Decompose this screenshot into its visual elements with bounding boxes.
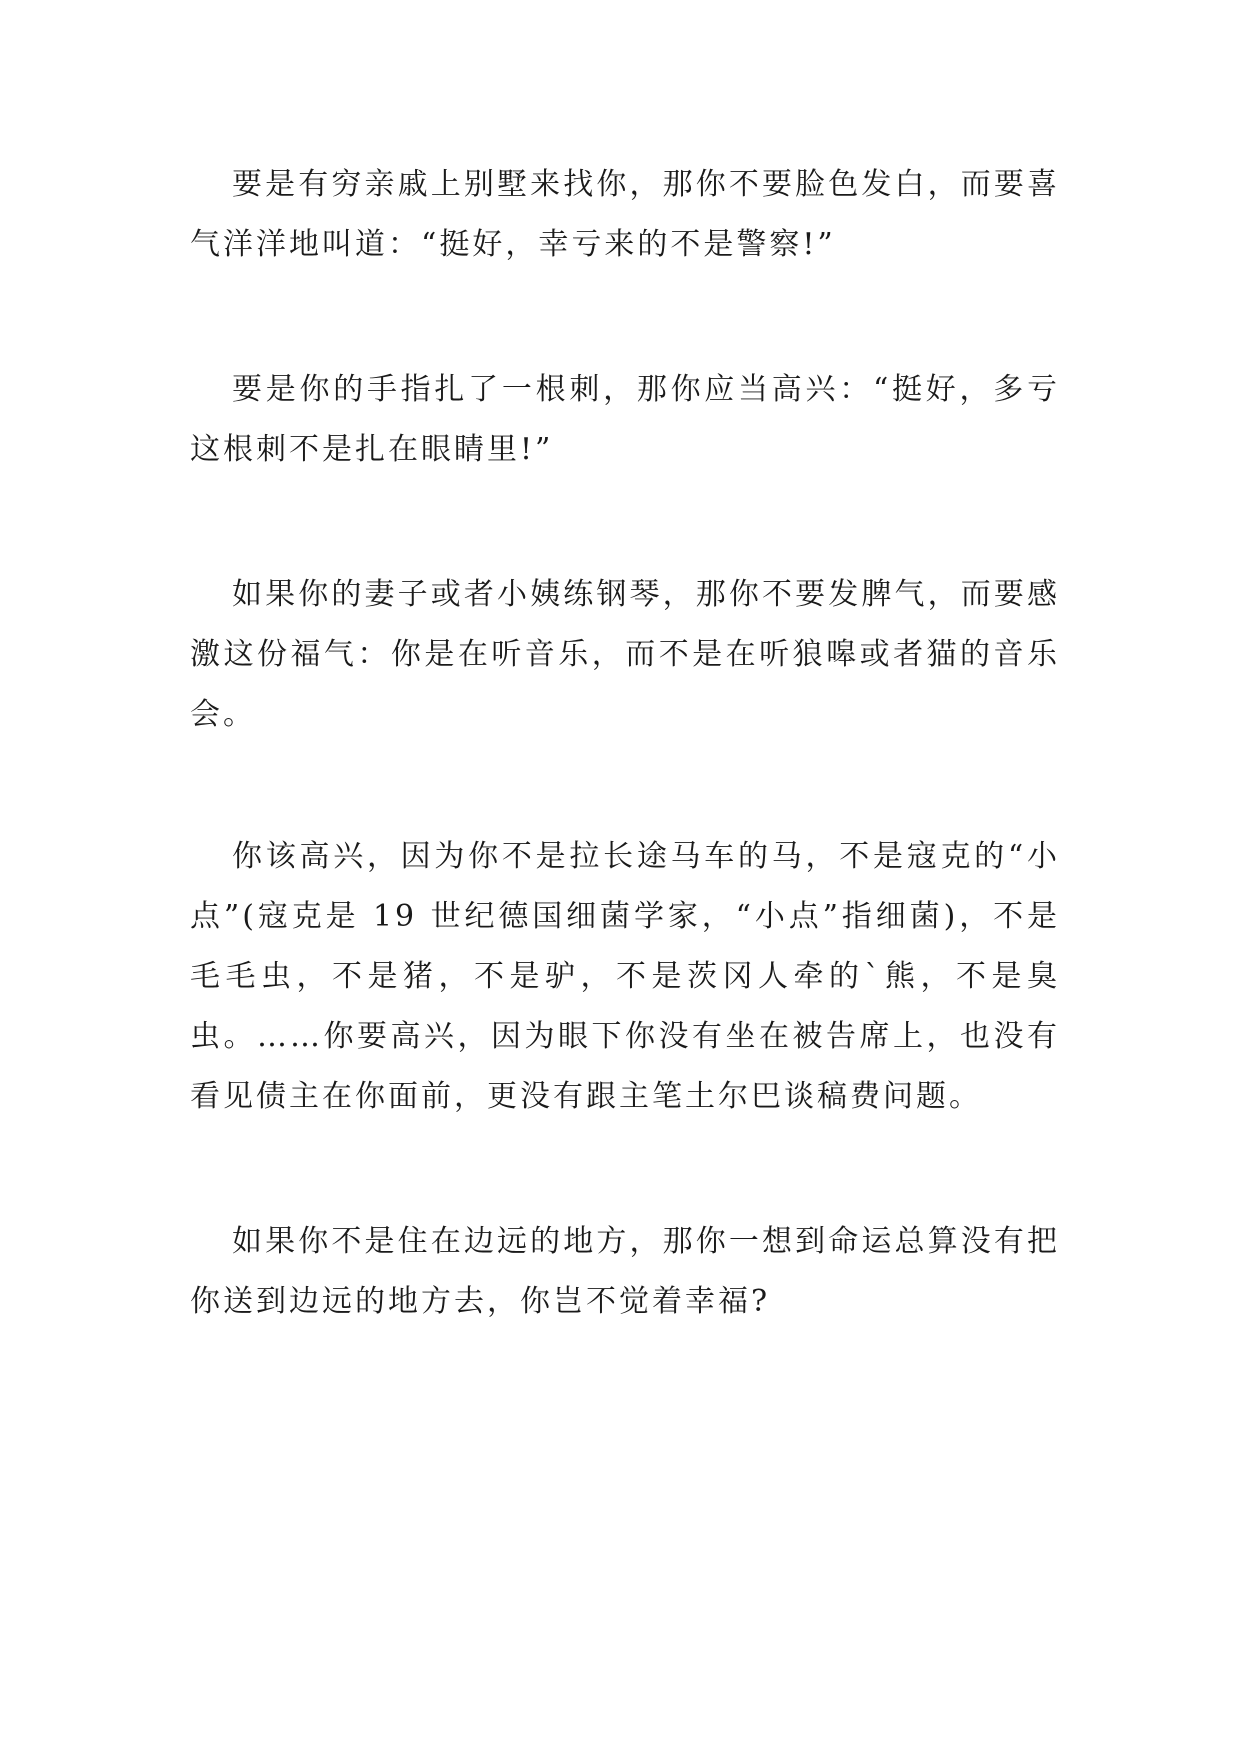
paragraph-3-line-2: 激这份福气：你是在听音乐，而不是在听狼嗥或者猫的音乐: [190, 637, 1060, 672]
paragraph-1-line-2: 气洋洋地叫道：“挺好，幸亏来的不是警察!”: [190, 227, 836, 262]
paragraph-2-line-2: 这根刺不是扎在眼睛里!”: [190, 432, 554, 467]
paragraph-3-line-1: 如果你的妻子或者小姨练钢琴，那你不要发脾气，而要感: [232, 577, 1060, 612]
paragraph-5-line-1: 如果你不是住在边远的地方，那你一想到命运总算没有把: [232, 1224, 1060, 1259]
paragraph-4-line-4: 虫。……你要高兴，因为眼下你没有坐在被告席上，也没有: [190, 1019, 1060, 1054]
paragraph-4-line-5: 看见债主在你面前，更没有跟主笔土尔巴谈稿费问题。: [190, 1079, 982, 1114]
paragraph-4-line-1: 你该高兴，因为你不是拉长途马车的马，不是寇克的“小: [232, 839, 1060, 874]
paragraph-2-line-1: 要是你的手指扎了一根刺，那你应当高兴：“挺好，多亏: [232, 372, 1060, 407]
paragraph-4-line-2: 点”(寇克是 19 世纪德国细菌学家，“小点”指细菌)，不是: [190, 899, 1060, 934]
paragraph-3-line-3: 会。: [190, 697, 256, 732]
paragraph-5-line-2: 你送到边远的地方去，你岂不觉着幸福?: [190, 1284, 771, 1319]
paragraph-1-line-1: 要是有穷亲戚上别墅来找你，那你不要脸色发白，而要喜: [232, 167, 1060, 202]
paragraph-4-line-3: 毛毛虫，不是猪，不是驴，不是茨冈人牵的`熊，不是臭: [190, 959, 1060, 994]
